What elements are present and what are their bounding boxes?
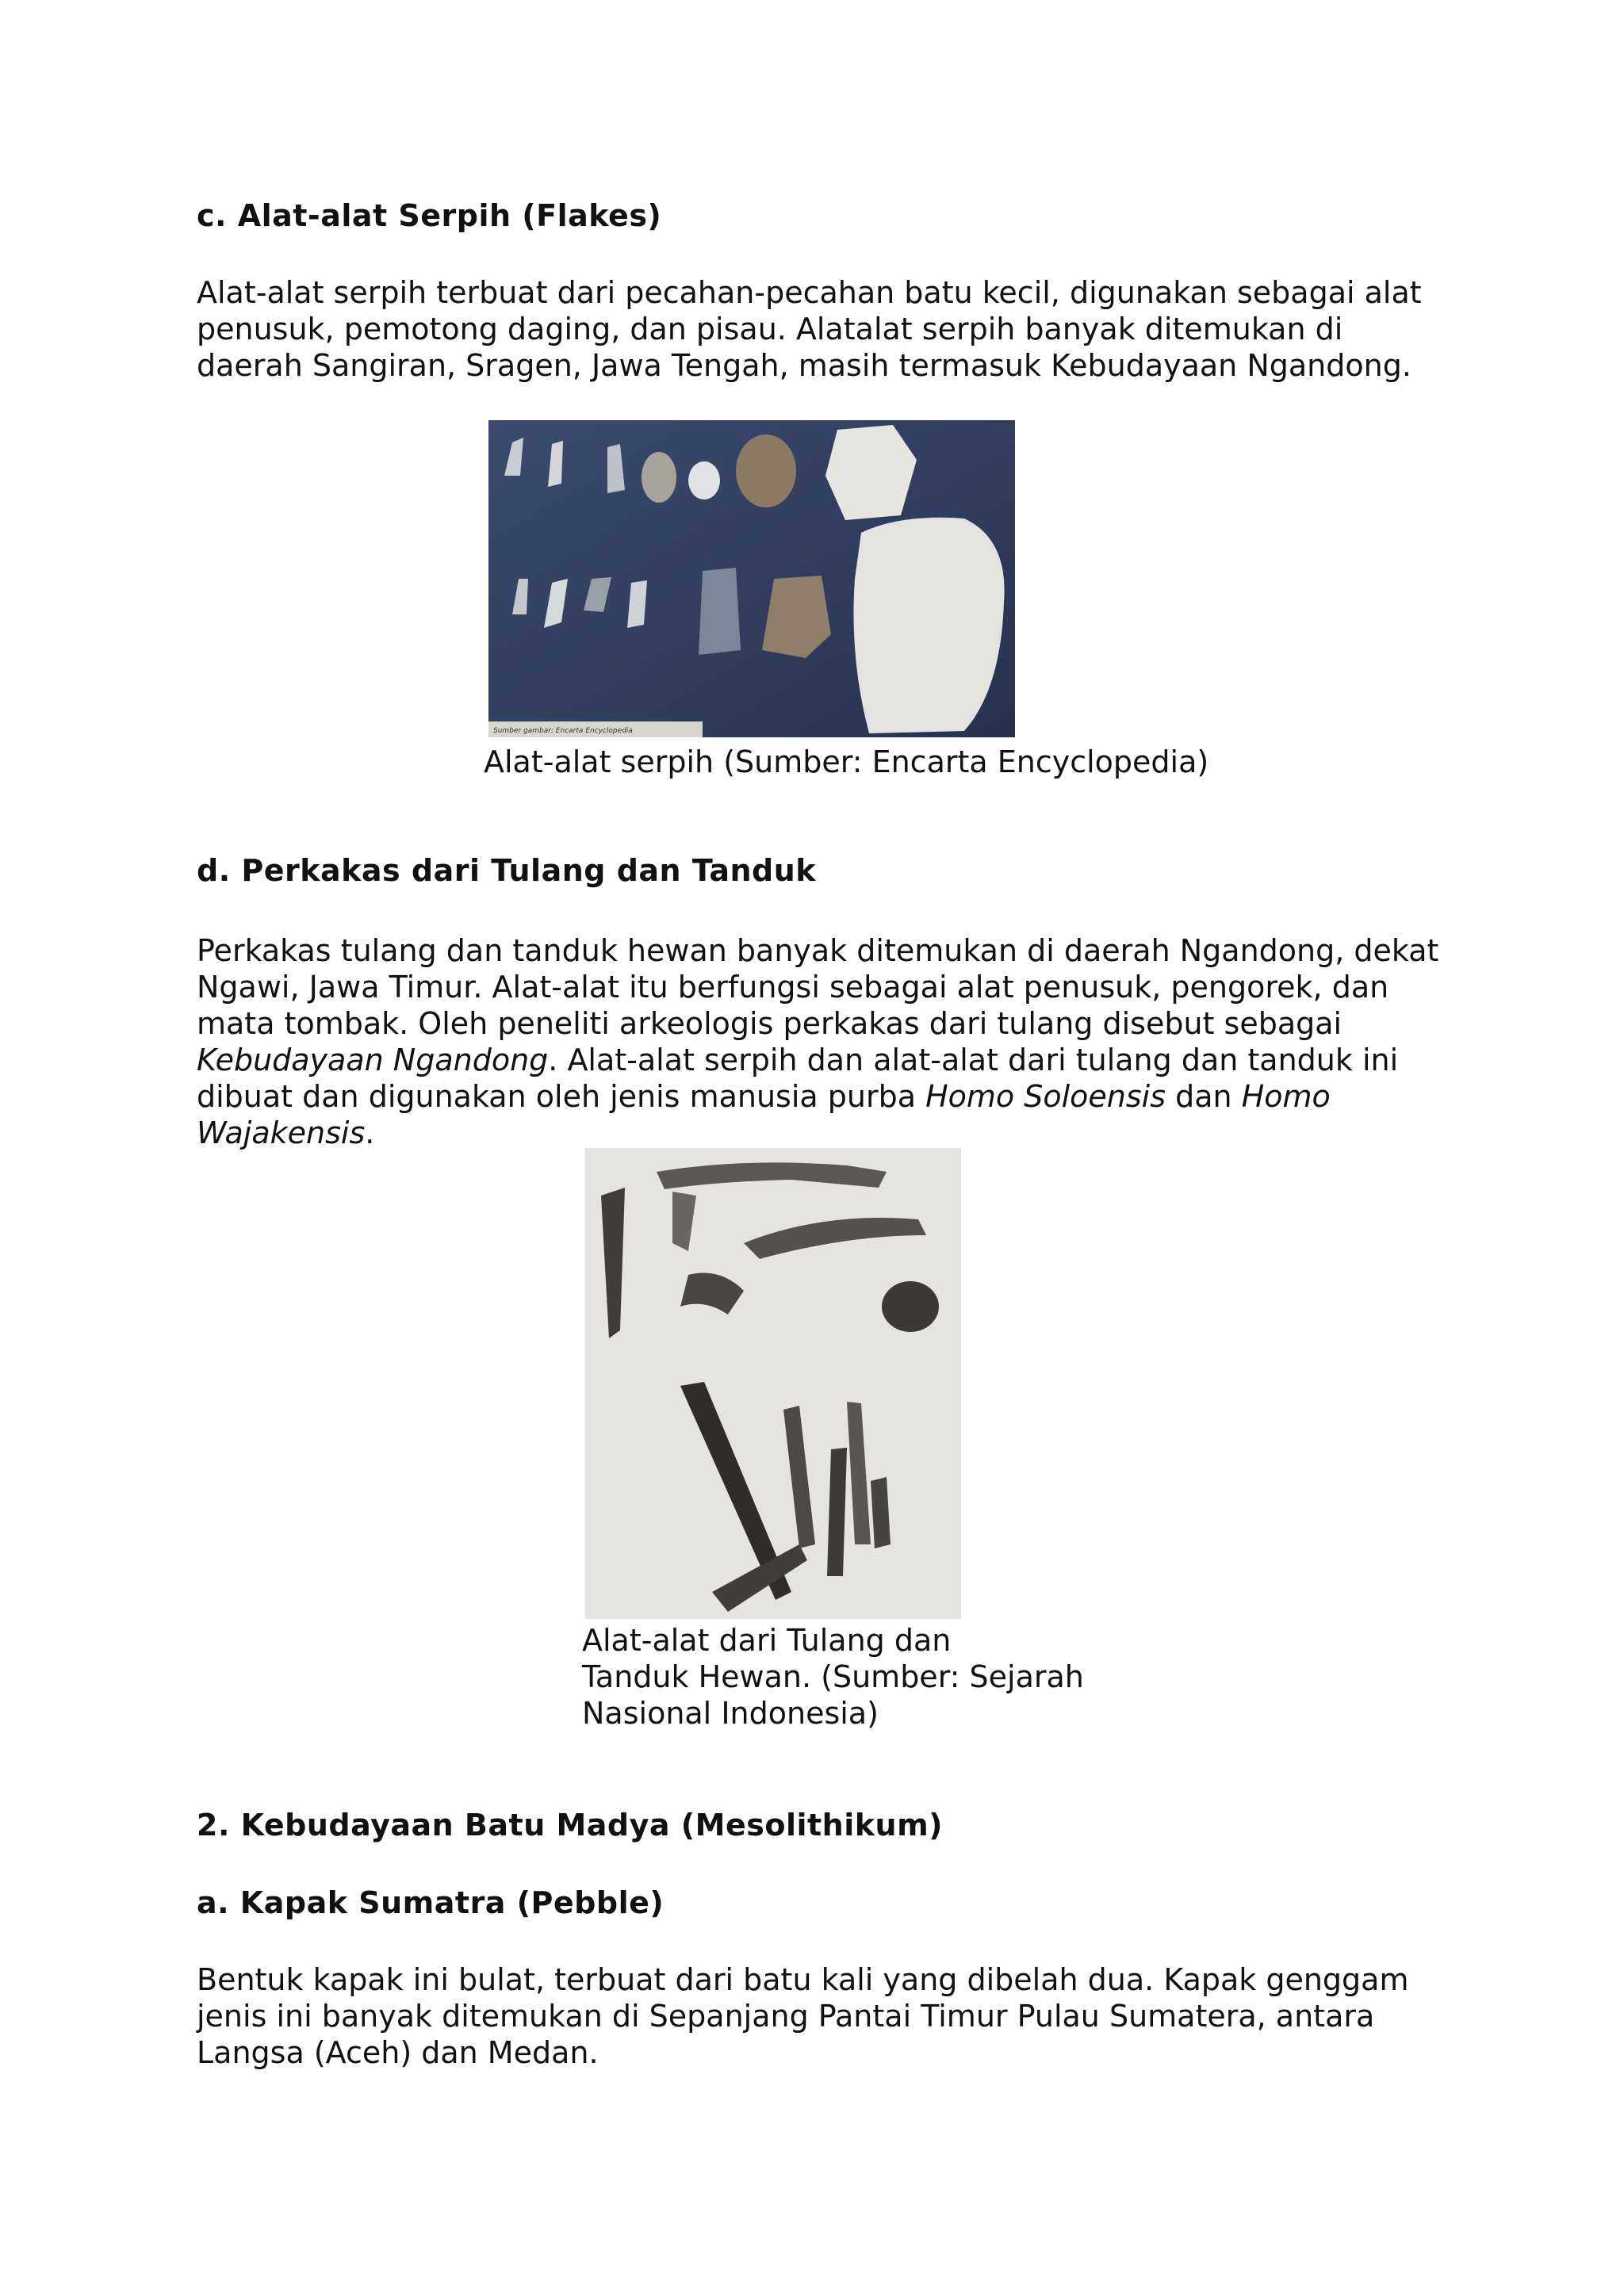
section-heading-mesolithic: 2. Kebudayaan Batu Madya (Mesolithikum) xyxy=(197,1808,944,1843)
flake-tools-photo xyxy=(488,420,1015,737)
section-heading-pebble: a. Kapak Sumatra (Pebble) xyxy=(197,1885,665,1920)
paragraph-flakes: Alat-alat serpih terbuat dari pecahan-pecahan batu kecil, digunakan sebagai alat penusuk, pemotong daging, dan pisau. Alatalat serpih banyak ditemukan di daerah Sangiran, Sragen, Jawa Tengah, masih termasuk Kebudayaan Ngandong. xyxy=(197,275,1422,383)
paragraph-bone-tools: Perkakas tulang dan tanduk hewan banyak ditemukan di daerah Ngandong, dekat Ngawi, Jawa Timur. Alat-alat itu berfungsi sebagai alat penusuk, pengorek, dan mata tombak. Oleh peneliti arkeologis perkakas dari tulang disebut sebagai Kebudayaan Ngandong. Alat-alat serpih dan alat-alat dari tulang dan tanduk ini dibuat dan digunakan oleh jenis manusia purba Homo Soloensis dan Homo Wajakensis. xyxy=(197,933,1439,1150)
section-heading-bone-tools: d. Perkakas dari Tulang dan Tanduk xyxy=(197,853,817,888)
caption-flakes: Alat-alat serpih (Sumber: Encarta Encyclopedia) xyxy=(484,744,1209,779)
term-homo-soloensis: Homo Soloensis xyxy=(925,1079,1166,1114)
paragraph-pebble: Bentuk kapak ini bulat, terbuat dari batu kali yang dibelah dua. Kapak genggam jenis ini banyak ditemukan di Sepanjang Pantai Timur Pulau Sumatera, antara Langsa (Aceh) dan Medan. xyxy=(197,1962,1409,2070)
bone-tools-photo xyxy=(585,1148,961,1619)
image-source-label: Sumber gambar: Encarta Encyclopedia xyxy=(493,727,633,735)
section-heading-flakes: c. Alat-alat Serpih (Flakes) xyxy=(197,198,662,233)
term-kebudayaan-ngandong: Kebudayaan Ngandong xyxy=(197,1043,549,1077)
term-homo-wajakensis: Homo Wajakensis xyxy=(197,1079,1331,1150)
caption-bone-tools: Alat-alat dari Tulang dan Tanduk Hewan. (Sumber: Sejarah Nasional Indonesia) xyxy=(582,1623,1084,1731)
